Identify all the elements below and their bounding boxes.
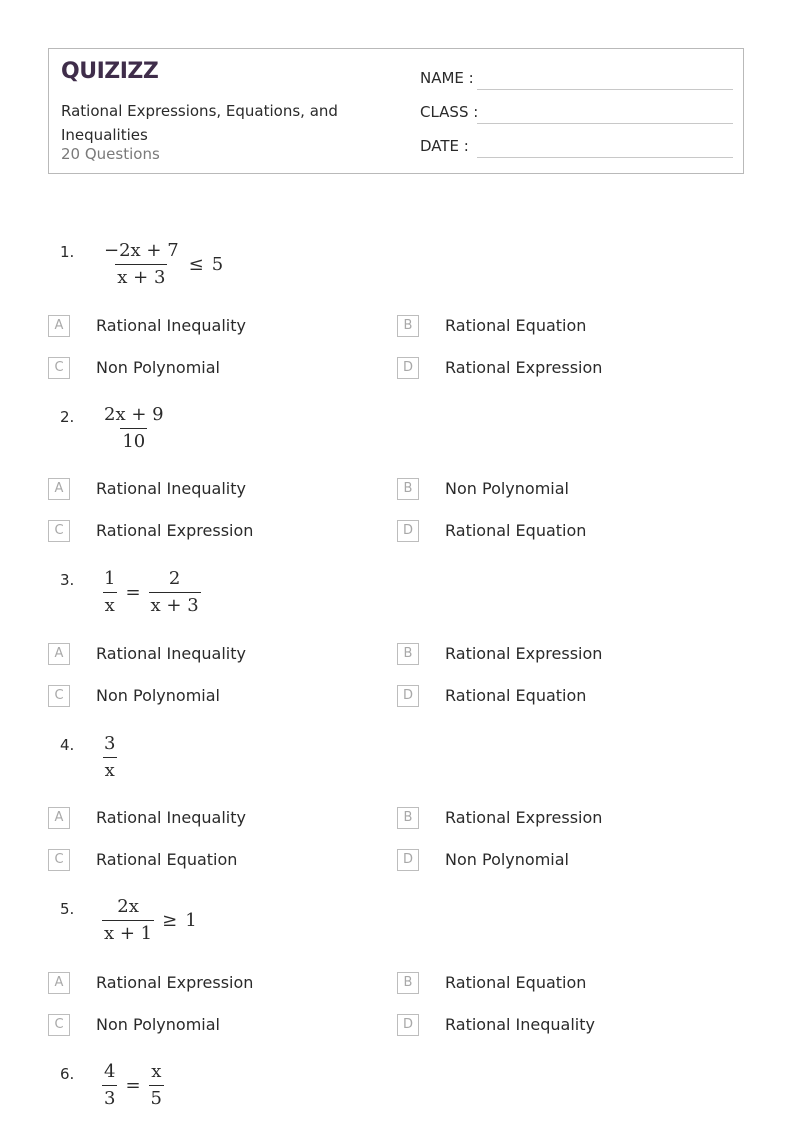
numerator: 2x + 9	[104, 404, 164, 425]
option-c-box[interactable]: C	[48, 357, 70, 379]
option-b-box[interactable]: B	[397, 972, 419, 994]
question-expression	[102, 568, 201, 617]
denominator: 10	[120, 428, 147, 453]
numerator: 3	[104, 733, 116, 754]
option-c-box[interactable]: C	[48, 849, 70, 871]
option-c-text: Rational Expression	[96, 521, 254, 540]
numerator: 2x	[117, 896, 139, 917]
denominator: 5	[149, 1085, 164, 1110]
question-number: 4.	[60, 736, 75, 754]
worksheet-title: Rational Expressions, Equations, and Inequalities	[61, 102, 338, 144]
option-c-box[interactable]: C	[48, 685, 70, 707]
option-a-text: Rational Inequality	[96, 644, 246, 663]
option-b-box[interactable]: B	[397, 315, 419, 337]
option-b-text: Rational Expression	[445, 644, 603, 663]
fraction	[102, 568, 117, 617]
option-b-text: Non Polynomial	[445, 479, 569, 498]
option-d-text: Rational Inequality	[445, 1015, 595, 1034]
fraction	[149, 1061, 164, 1110]
option-d-text: Rational Equation	[445, 521, 587, 540]
denominator: x	[103, 757, 117, 782]
option-b-text: Rational Expression	[445, 808, 603, 827]
denominator: x + 3	[149, 592, 201, 617]
option-a-box[interactable]: A	[48, 478, 70, 500]
fraction	[149, 568, 201, 617]
denominator: x	[103, 592, 117, 617]
worksheet-header	[48, 48, 744, 174]
question-expression	[102, 733, 117, 782]
option-d-text: Rational Expression	[445, 358, 603, 377]
quizizz-logo: QUIZIZZ	[61, 59, 159, 84]
numerator: 1	[104, 568, 116, 589]
operator: =	[125, 582, 141, 603]
option-b-box[interactable]: B	[397, 478, 419, 500]
operator: =	[125, 1075, 141, 1096]
option-a-text: Rational Inequality	[96, 479, 246, 498]
name-line[interactable]	[477, 89, 733, 90]
question-number: 5.	[60, 900, 75, 918]
fraction	[102, 404, 166, 453]
option-c-text: Non Polynomial	[96, 1015, 220, 1034]
option-c-text: Rational Equation	[96, 850, 238, 869]
fraction	[102, 733, 117, 782]
option-c-text: Non Polynomial	[96, 358, 220, 377]
class-label: CLASS :	[420, 103, 479, 121]
option-a-text: Rational Expression	[96, 973, 254, 992]
option-d-text: Rational Equation	[445, 686, 587, 705]
question-expression	[102, 896, 197, 945]
question-number: 1.	[60, 243, 75, 261]
question-number: 3.	[60, 571, 75, 589]
option-d-box[interactable]: D	[397, 849, 419, 871]
question-number: 6.	[60, 1065, 75, 1083]
option-a-text: Rational Inequality	[96, 808, 246, 827]
numerator: x	[151, 1061, 162, 1082]
denominator: x + 3	[115, 264, 167, 289]
option-a-box[interactable]: A	[48, 807, 70, 829]
option-a-box[interactable]: A	[48, 643, 70, 665]
option-b-text: Rational Equation	[445, 316, 587, 335]
rhs: 5	[211, 254, 224, 275]
date-label: DATE :	[420, 137, 469, 155]
option-d-box[interactable]: D	[397, 520, 419, 542]
option-b-box[interactable]: B	[397, 807, 419, 829]
question-expression	[102, 404, 166, 453]
class-line[interactable]	[477, 123, 733, 124]
date-line[interactable]	[477, 157, 733, 158]
question-expression	[102, 1061, 164, 1110]
option-a-box[interactable]: A	[48, 315, 70, 337]
operator: ≥	[162, 910, 178, 931]
rhs: 1	[185, 910, 197, 931]
option-a-box[interactable]: A	[48, 972, 70, 994]
option-d-box[interactable]: D	[397, 685, 419, 707]
question-count: 20 Questions	[61, 145, 160, 163]
option-d-box[interactable]: D	[397, 357, 419, 379]
fraction	[102, 896, 154, 945]
option-c-box[interactable]: C	[48, 1014, 70, 1036]
option-a-text: Rational Inequality	[96, 316, 246, 335]
numerator: 4	[104, 1061, 116, 1082]
option-c-text: Non Polynomial	[96, 686, 220, 705]
numerator: 2	[168, 568, 181, 589]
question-expression	[102, 240, 223, 289]
option-b-box[interactable]: B	[397, 643, 419, 665]
name-label: NAME :	[420, 69, 474, 87]
operator: ≤	[188, 254, 204, 275]
numerator: −2x + 7	[104, 240, 179, 261]
fraction	[102, 240, 181, 289]
question-number: 2.	[60, 408, 75, 426]
denominator: 3	[102, 1085, 117, 1110]
option-d-text: Non Polynomial	[445, 850, 569, 869]
option-b-text: Rational Equation	[445, 973, 587, 992]
fraction	[102, 1061, 117, 1110]
option-c-box[interactable]: C	[48, 520, 70, 542]
denominator: x + 1	[102, 920, 154, 945]
option-d-box[interactable]: D	[397, 1014, 419, 1036]
